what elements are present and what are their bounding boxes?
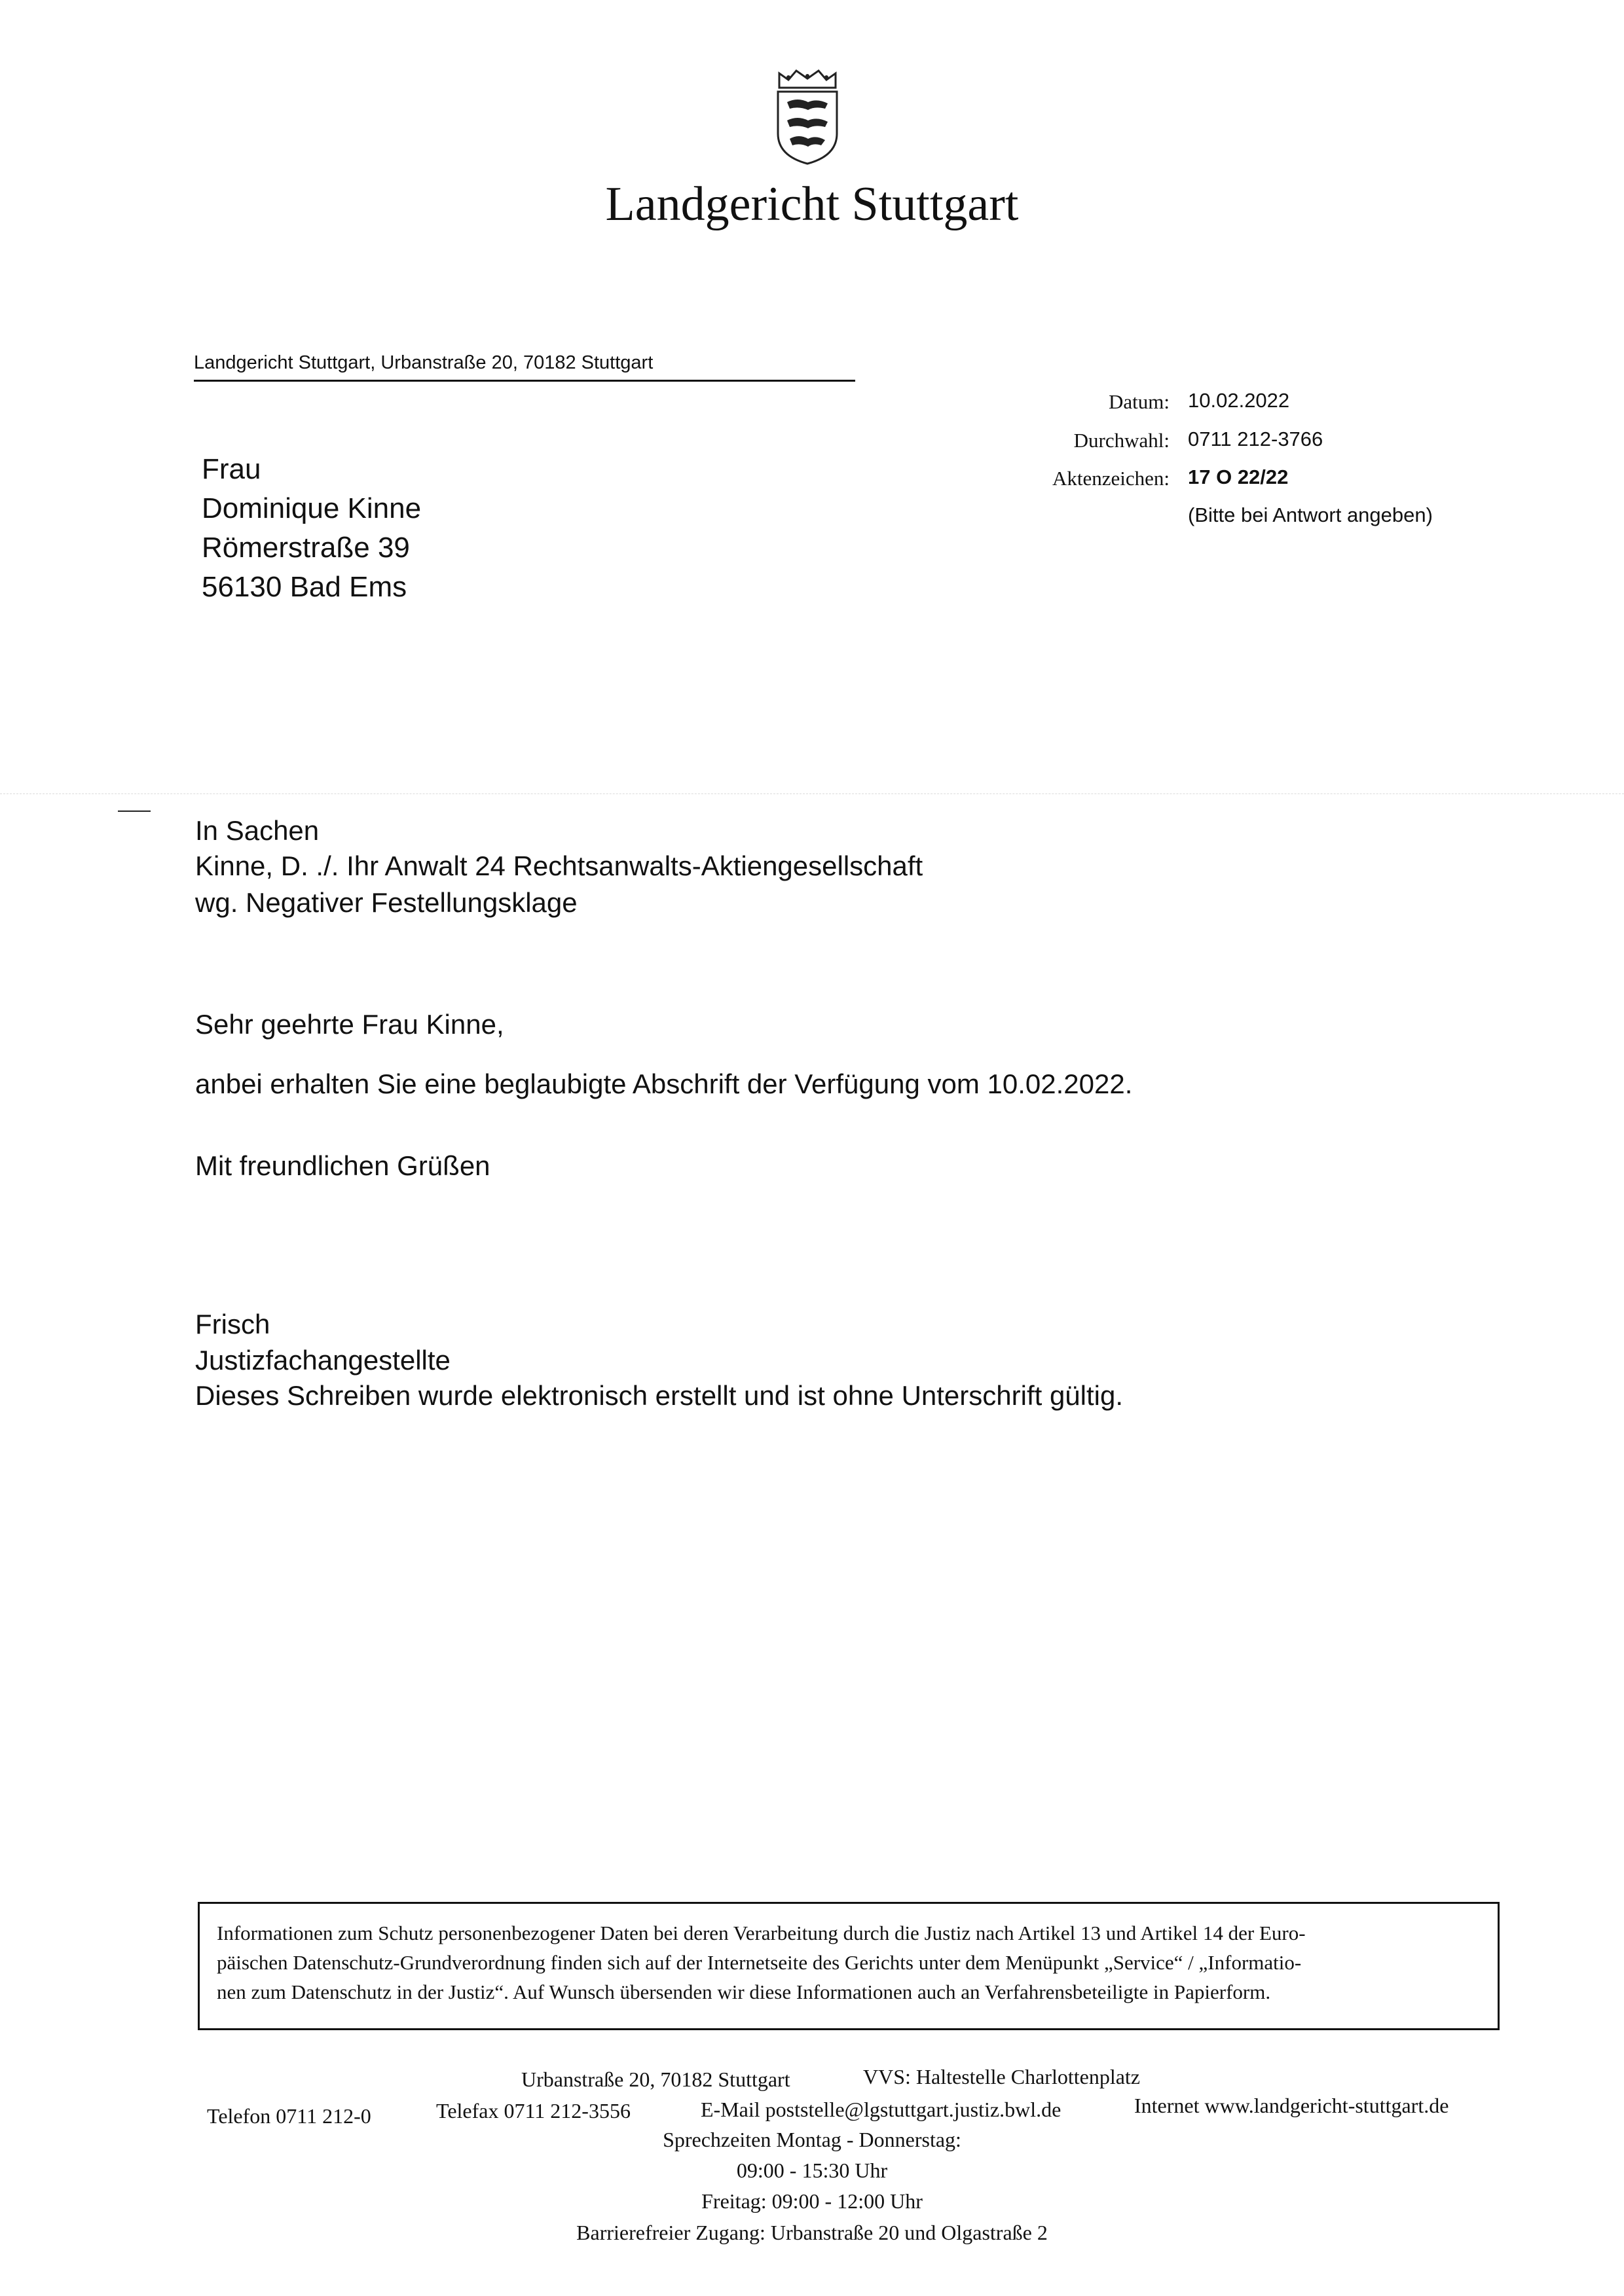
coat-of-arms-icon	[771, 68, 843, 166]
signer-title: Justizfachangestellte	[195, 1345, 451, 1376]
recipient-street: Römerstraße 39	[202, 532, 410, 564]
footer-hours-heading: Sprechzeiten Montag - Donnerstag:	[663, 2128, 961, 2151]
date-label: Datum:	[1109, 390, 1170, 413]
file-number-label: Aktenzeichen:	[1052, 467, 1170, 490]
privacy-notice-box	[198, 1902, 1500, 2030]
privacy-notice-line: päischen Datenschutz-Grundverordnung finden sich auf der Internetseite des Gerichts unter dem Menüpunkt „Service“ / „Informatio-	[217, 1951, 1302, 1974]
return-address-underline	[194, 380, 855, 382]
case-subject: wg. Negativer Festellungsklage	[195, 887, 578, 918]
file-number-value: 17 O 22/22	[1188, 465, 1289, 488]
extension-value: 0711 212-3766	[1188, 428, 1323, 450]
footer-transit: VVS: Haltestelle Charlottenplatz	[863, 2065, 1140, 2088]
signer-name: Frisch	[195, 1309, 270, 1339]
letter-body: anbei erhalten Sie eine beglaubigte Abschrift der Verfügung vom 10.02.2022.	[195, 1068, 1133, 1099]
recipient-name: Dominique Kinne	[202, 492, 422, 524]
footer-fax: Telefax 0711 212-3556	[436, 2099, 631, 2123]
privacy-notice-line: nen zum Datenschutz in der Justiz“. Auf Wunsch übersenden wir diese Informationen auch an Verfahrensbeteiligte in Papierform.	[217, 1980, 1271, 2003]
footer-email: E-Mail poststelle@lgstuttgart.justiz.bwl.de	[701, 2098, 1061, 2121]
privacy-notice-line: Informationen zum Schutz personenbezogener Daten bei deren Verarbeitung durch die Justiz nach Artikel 13 und Artikel 14 der Euro-	[217, 1922, 1306, 1944]
letter-closing: Mit freundlichen Grüßen	[195, 1150, 490, 1181]
case-heading: In Sachen	[195, 815, 320, 846]
date-value: 10.02.2022	[1188, 389, 1290, 412]
recipient-city: 56130 Bad Ems	[202, 571, 407, 603]
electronic-signature-note: Dieses Schreiben wurde elektronisch erstellt und ist ohne Unterschrift gültig.	[195, 1380, 1124, 1411]
footer-internet: Internet www.landgericht-stuttgart.de	[1134, 2094, 1449, 2117]
letter-greeting: Sehr geehrte Frau Kinne,	[195, 1009, 504, 1040]
file-number-note: (Bitte bei Antwort angeben)	[1188, 503, 1433, 526]
fold-trace	[0, 793, 1624, 794]
footer-phone: Telefon 0711 212-0	[207, 2104, 371, 2128]
recipient-salutation: Frau	[202, 453, 261, 485]
footer-hours-fri: Freitag: 09:00 - 12:00 Uhr	[701, 2189, 923, 2213]
court-title: Landgericht Stuttgart	[605, 177, 1019, 231]
case-parties: Kinne, D. ./. Ihr Anwalt 24 Rechtsanwalts-Aktiengesellschaft	[195, 850, 923, 881]
footer-accessible-entrance: Barrierefreier Zugang: Urbanstraße 20 und Olgastraße 2	[576, 2221, 1048, 2244]
footer-address: Urbanstraße 20, 70182 Stuttgart	[521, 2068, 790, 2091]
footer-hours-mon-thu: 09:00 - 15:30 Uhr	[736, 2159, 888, 2182]
fold-mark	[118, 811, 151, 812]
return-address: Landgericht Stuttgart, Urbanstraße 20, 70182 Stuttgart	[194, 352, 654, 373]
extension-label: Durchwahl:	[1073, 429, 1170, 452]
